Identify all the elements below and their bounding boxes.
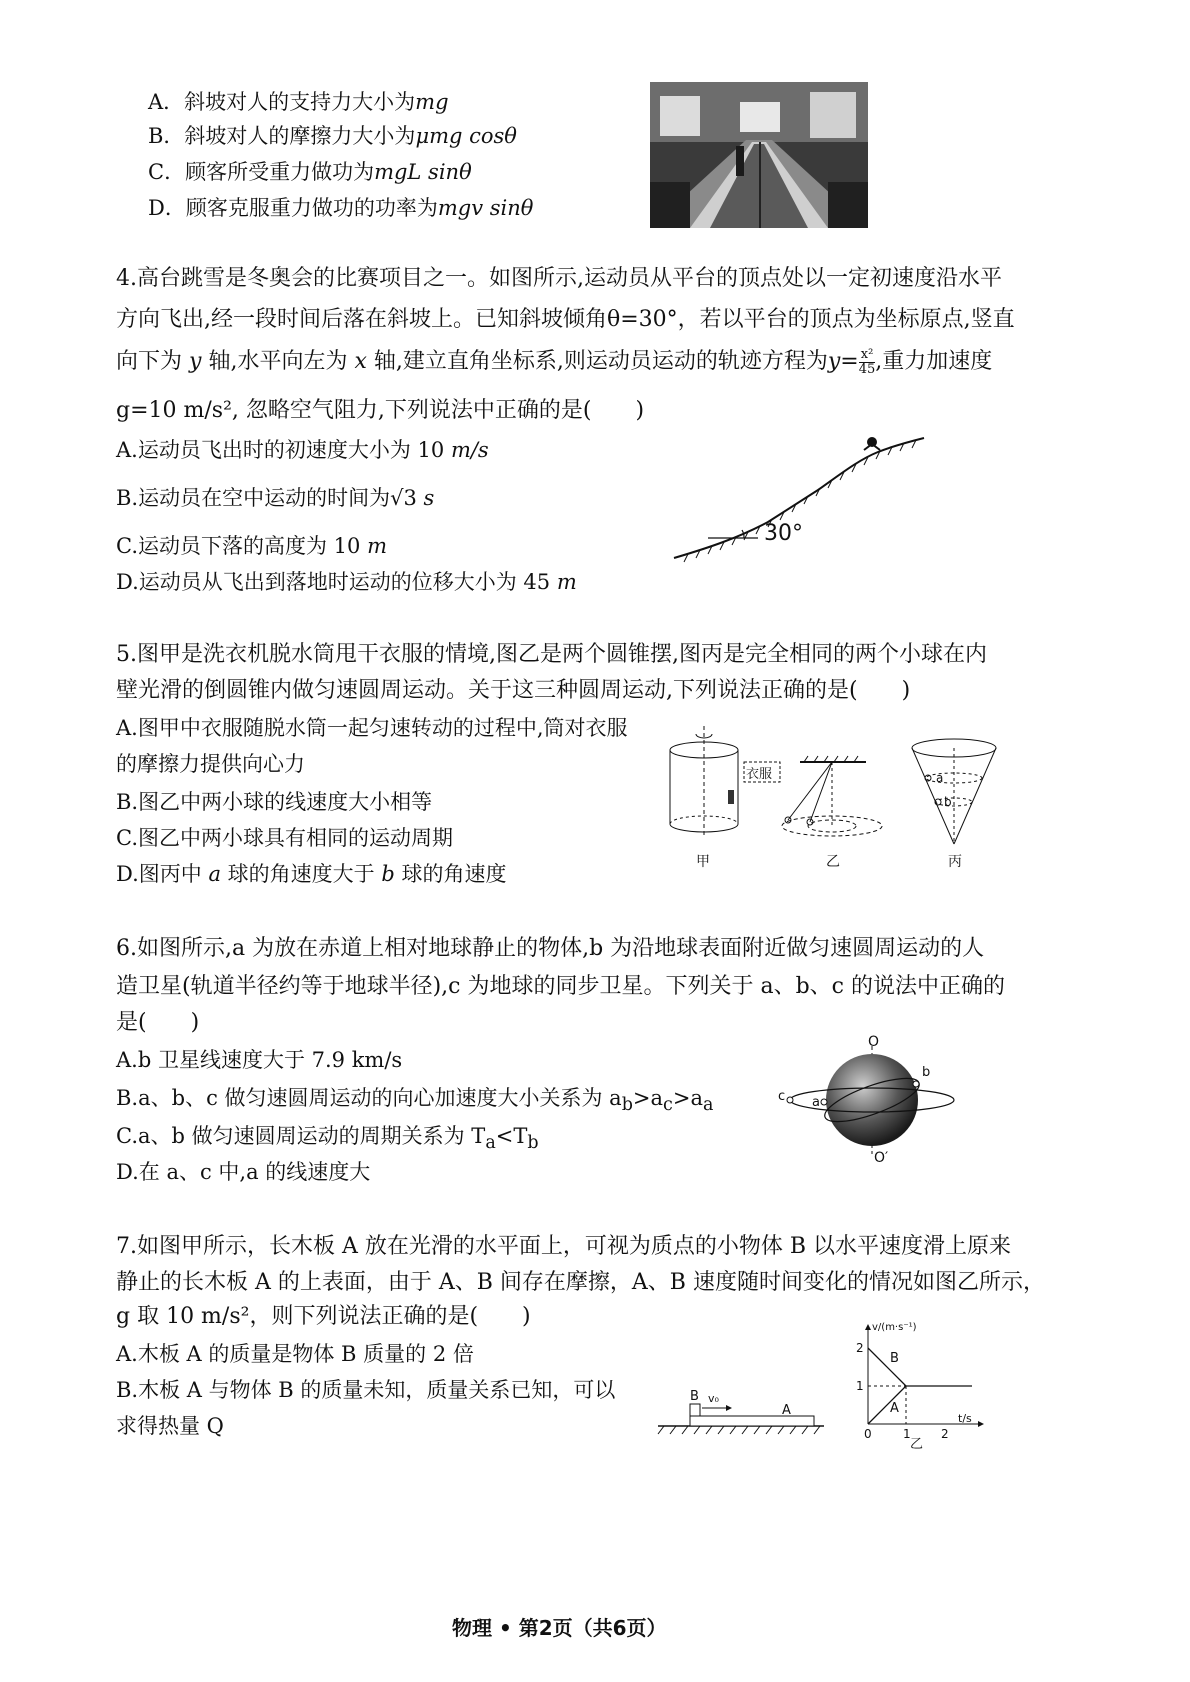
- q3-option-d: [148, 194, 533, 222]
- cone-ball-a: a: [936, 771, 944, 785]
- graph-x-label: t/s: [958, 1412, 972, 1425]
- graph-line-a: [868, 1386, 906, 1424]
- q3-option-a-expr: mg: [415, 90, 449, 114]
- q6-text: >a: [632, 1086, 664, 1110]
- q3-option-b-expr: μmg cosθ: [415, 124, 517, 148]
- graph-tick-y2: 2: [856, 1341, 864, 1355]
- graph-curve-label-b: B: [890, 1351, 899, 1366]
- q3-option-c-expr: mgL sinθ: [374, 160, 472, 184]
- q4-text: 轴,水平向左为: [208, 349, 348, 374]
- q4-text: 轴,建立直角坐标系,则运动员运动的轨迹方程为: [373, 349, 828, 374]
- q6-option-b-text: B.a、b、c 做匀速圆周运动的向心加速度大小关系为 a: [116, 1086, 622, 1110]
- q6-sub: a: [702, 1095, 714, 1116]
- graph-curve-label-a: A: [890, 1401, 899, 1416]
- q4-fraction: [859, 348, 876, 377]
- slope-angle-label: 30°: [764, 521, 803, 546]
- q4-option-c-unit: m: [367, 534, 388, 558]
- board-block-figure: [654, 1386, 830, 1446]
- graph-tick-y1: 1: [856, 1379, 864, 1393]
- q6-stem-line1: 6.如图所示,a 为放在赤道上相对地球静止的物体,b 为沿地球表面附近做匀速圆周运动的人: [116, 936, 985, 961]
- block-label-b: B: [690, 1389, 699, 1404]
- satellite-label-c: c: [778, 1089, 786, 1104]
- q4-stem-line2: 方向飞出,经一段时间后落在斜坡上。已知斜坡倾角θ=30°，若以平台的顶点为坐标原点,竖直: [116, 307, 1015, 332]
- q6-sub: c: [663, 1095, 673, 1116]
- figure-label-jia: 甲: [696, 854, 710, 870]
- q3-option-a: [148, 88, 449, 116]
- figure-label-yi: 乙: [826, 854, 840, 870]
- q6-stem-line3: 是( ): [116, 1010, 200, 1035]
- q4-equation-lhs: y=: [827, 349, 859, 374]
- graph-line-b: [868, 1348, 906, 1386]
- q4-option-b-unit: s: [423, 486, 435, 510]
- q6-option-d: D.在 a、c 中,a 的线速度大: [116, 1160, 371, 1184]
- q4-option-a-text: A.运动员飞出时的初速度大小为 10: [116, 438, 445, 462]
- q5-option-d: [116, 860, 507, 888]
- q3-option-d-expr: mgv sinθ: [437, 196, 534, 220]
- axis-label-o: O: [868, 1034, 880, 1050]
- q4-text: ,重力加速度: [875, 349, 993, 374]
- q4-fraction-num: x²: [860, 346, 874, 362]
- q3-option-a-text: A．斜坡对人的支持力大小为: [148, 90, 416, 114]
- q6-option-a: A.b 卫星线速度大于 7.9 km/s: [116, 1048, 403, 1072]
- q3-option-b-text: B．斜坡对人的摩擦力大小为: [148, 124, 416, 148]
- spin-dryer-figure: [670, 726, 780, 870]
- q4-fraction-den: 45: [858, 361, 876, 377]
- q5-option-a-line1: A.图甲中衣服随脱水筒一起匀速转动的过程中,筒对衣服: [116, 716, 628, 740]
- q7-option-b-line1: B.木板 A 与物体 B 的质量未知，质量关系已知，可以: [116, 1378, 616, 1402]
- q5-stem-line2: 壁光滑的倒圆锥内做匀速圆周运动。关于这三种圆周运动,下列说法正确的是( ): [116, 678, 911, 703]
- q7-stem-line1: 7.如图甲所示，长木板 A 放在光滑的水平面上，可视为质点的小物体 B 以水平速度滑上原来: [116, 1234, 1012, 1259]
- q4-var-x: x: [354, 349, 367, 374]
- q4-stem-line1: 4.高台跳雪是冬奥会的比赛项目之一。如图所示,运动员从平台的顶点处以一定初速度沿水平: [116, 266, 1002, 291]
- q5-var-b: b: [381, 862, 395, 886]
- q7-option-a: A.木板 A 的质量是物体 B 质量的 2 倍: [116, 1342, 474, 1366]
- cone-ball-b: b: [944, 795, 952, 809]
- q6-sub: b: [621, 1095, 633, 1116]
- q6-sub: a: [485, 1133, 496, 1154]
- q4-text: 向下为: [116, 349, 183, 374]
- object-label-a: a: [812, 1095, 820, 1110]
- q4-option-d: [116, 568, 577, 596]
- q4-option-c: [116, 532, 387, 560]
- q4-option-d-unit: m: [556, 570, 577, 594]
- clothes-label: 衣服: [746, 767, 773, 782]
- q6-stem-line2: 造卫星(轨道半径约等于地球半径),c 为地球的同步卫星。下列关于 a、b、c 的说法中正确的: [116, 974, 1005, 999]
- q5-figures: [664, 726, 1004, 876]
- q4-stem-line4: g=10 m/s², 忽略空气阻力,下列说法中正确的是( ): [116, 398, 645, 423]
- q4-option-b-value: √3: [390, 486, 417, 510]
- q5-stem-line1: 5.图甲是洗衣机脱水筒甩干衣服的情境,图乙是两个圆锥摆,图丙是完全相同的两个小球在内: [116, 642, 987, 667]
- q5-option-c: C.图乙中两小球具有相同的运动周期: [116, 826, 453, 850]
- graph-figure-label: 乙: [910, 1437, 924, 1450]
- q3-option-c-text: C．顾客所受重力做功为: [148, 160, 375, 184]
- q4-stem-line3: [116, 347, 992, 377]
- q6-option-c: [116, 1122, 539, 1157]
- q6-text: <T: [495, 1124, 528, 1148]
- page-footer: 物理 • 第2页（共6页）: [452, 1616, 667, 1640]
- q4-option-a-unit: m/s: [450, 438, 489, 462]
- q4-option-c-text: C.运动员下落的高度为 10: [116, 534, 361, 558]
- q5-option-b: B.图乙中两小球的线速度大小相等: [116, 790, 433, 814]
- figure-label-bing: 丙: [948, 854, 962, 870]
- q4-option-d-text: D.运动员从飞出到落地时运动的位移大小为 45: [116, 570, 551, 594]
- graph-tick-x0: 0: [864, 1427, 872, 1441]
- ski-slope-figure: [668, 430, 928, 570]
- conical-pendulum-figure: [782, 756, 882, 870]
- satellite-label-b: b: [922, 1065, 931, 1080]
- q4-option-b-text: B.运动员在空中运动的时间为: [116, 486, 391, 510]
- q3-option-c: [148, 158, 472, 186]
- q3-option-d-text: D．顾客克服重力做功的功率为: [148, 196, 438, 220]
- escalator-photo: [650, 82, 868, 228]
- inverted-cone-figure: [912, 739, 996, 870]
- q5-var-a: a: [208, 862, 221, 886]
- q5-text: 球的角速度大于: [227, 862, 375, 886]
- graph-tick-x1: 1: [903, 1427, 911, 1441]
- q4-var-y: y: [189, 349, 202, 374]
- graph-y-label: v/(m·s⁻¹): [872, 1322, 917, 1333]
- velocity-label-v0: v₀: [708, 1392, 719, 1405]
- q5-option-a-line2: 的摩擦力提供向心力: [116, 752, 305, 776]
- q6-option-c-text: C.a、b 做匀速圆周运动的周期关系为 T: [116, 1124, 486, 1148]
- axis-label-o-prime: O′: [874, 1150, 889, 1164]
- q7-stem-line3: g 取 10 m/s²，则下列说法正确的是( ): [116, 1304, 531, 1329]
- board-label-a: A: [782, 1403, 791, 1418]
- q4-option-a: [116, 436, 489, 464]
- q5-text: D.图丙中: [116, 862, 202, 886]
- q6-option-b: [116, 1084, 713, 1119]
- earth-orbits-figure: [776, 1034, 966, 1164]
- velocity-time-graph: [848, 1320, 988, 1450]
- q4-option-b: [116, 484, 434, 512]
- q5-text: 球的角速度: [401, 862, 507, 886]
- q6-text: >a: [672, 1086, 703, 1110]
- q3-option-b: [148, 122, 517, 150]
- q7-option-b-line2: 求得热量 Q: [116, 1414, 224, 1438]
- graph-tick-x2: 2: [941, 1427, 949, 1441]
- q6-sub: b: [527, 1133, 539, 1154]
- q7-stem-line2: 静止的长木板 A 的上表面，由于 A、B 间存在摩擦，A、B 速度随时间变化的情况如图乙所示，: [116, 1270, 1045, 1295]
